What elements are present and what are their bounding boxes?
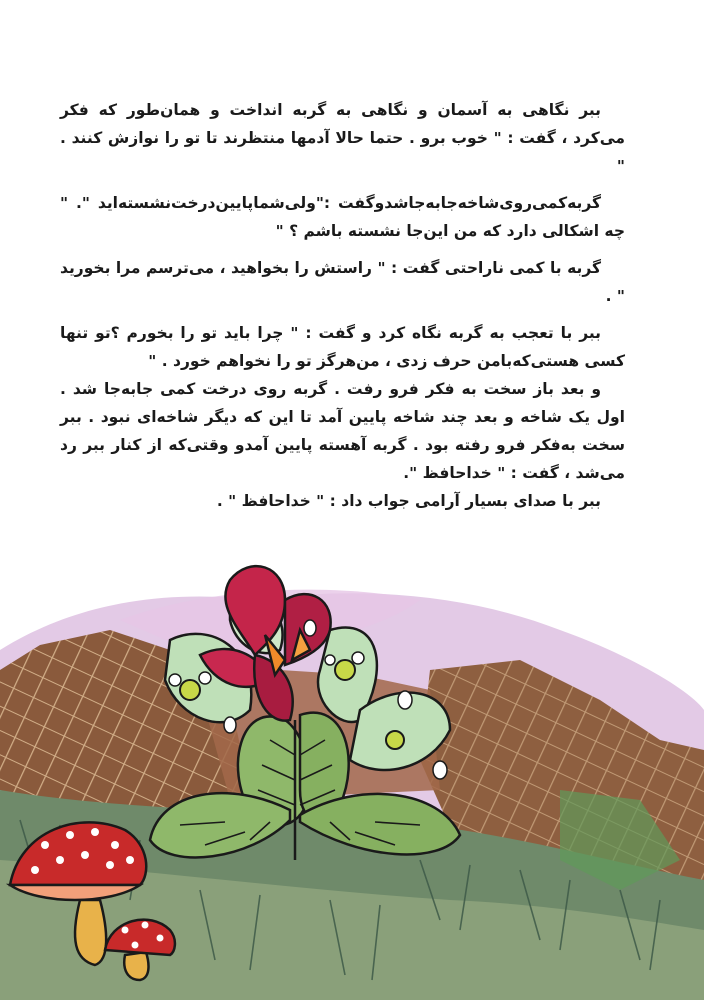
story-text xyxy=(60,96,625,515)
paragraph-2: گربه‌کمی‌روی‌شاخه‌جابه‌جاشدوگفت :"ولی‌شما‌پایین‌درخت‌نشسته‌اید ". " چه اشکالی دارد که من این‌جا نشسته باشم ؟ " xyxy=(60,194,625,240)
flower-illustration xyxy=(0,560,704,1000)
paragraph-5: و بعد باز سخت به فکر فرو رفت . گربه روی درخت کمی جابه‌جا شد . اول یک شاخه و بعد چند شاخه پایین آمد تا این که دیگر شاخه‌ای نبود . ببر سخت به‌فکر فرو رفته بود . گربه آهسته پایین آمدو وقتی‌که از کنار ببر رد می‌شد ، گفت : " خداحافظ ". xyxy=(60,380,625,482)
paragraph-4: ببر با تعجب به گربه نگاه کرد و گفت : " چرا باید تو را بخورم ؟تو تنها کسی هستی‌که‌با‌من حرف زدی ، من‌هرگز تو را نخواهم خورد . " xyxy=(60,324,625,370)
paragraph-6: ببر با صدای بسیار آرامی جواب داد : " خداحافظ " . xyxy=(216,492,601,510)
paragraph-1: ببر نگاهی به آسمان و نگاهی به گربه انداخت و همان‌طور که فکر می‌کرد ، گفت : " خوب برو . حتما حالا آدمها منتظرند تا تو را نوازش کنند . " xyxy=(60,101,625,175)
paragraph-3: گربه با کمی ناراحتی گفت : " راستش را بخواهید ، می‌ترسم مرا بخورید " . xyxy=(60,259,625,305)
